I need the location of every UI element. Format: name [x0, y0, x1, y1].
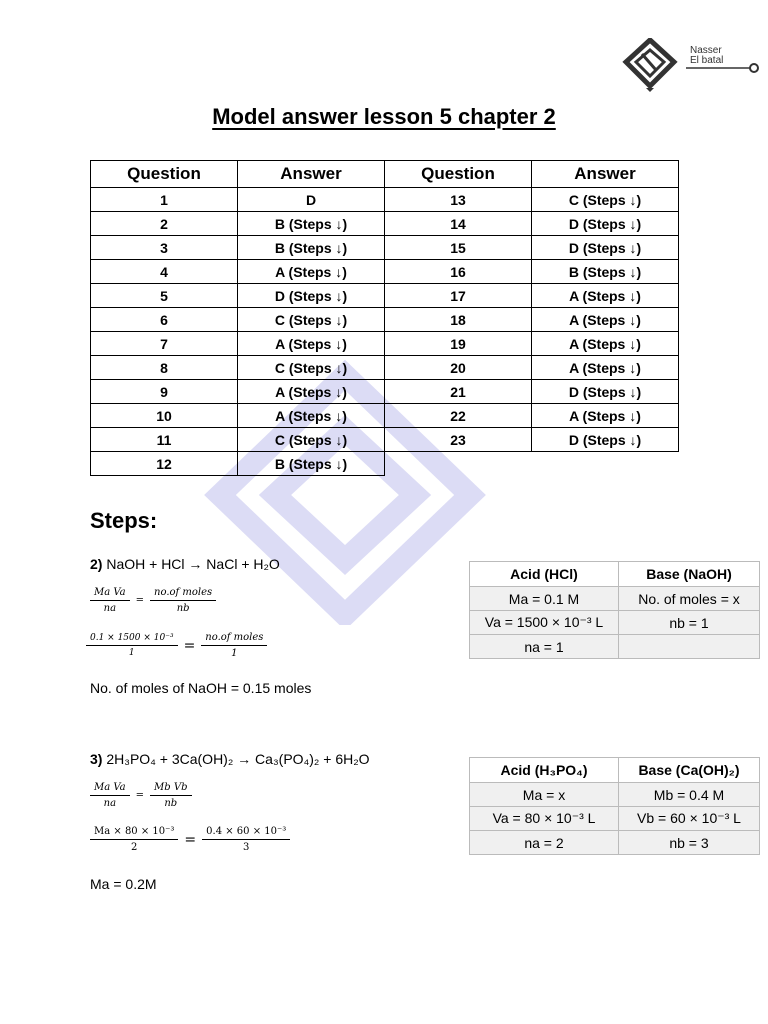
- answer-cell: A (Steps ↓): [532, 284, 679, 308]
- question-cell: 17: [385, 284, 532, 308]
- step3-result: Ma = 0.2M: [90, 876, 157, 892]
- answer-cell: B (Steps ↓): [532, 260, 679, 284]
- question-cell: 18: [385, 308, 532, 332]
- step2-cell: nb = 1: [619, 611, 760, 635]
- step3-equation-text: 2H₃PO₄ + 3Ca(OH)₂ → Ca₃(PO₄)₂ + 6H₂O: [106, 751, 370, 767]
- question-cell: 21: [385, 380, 532, 404]
- logo-text: [690, 46, 723, 66]
- header-question-2: Question: [385, 161, 532, 188]
- step3-base-header: Base (Ca(OH)₂): [619, 758, 760, 783]
- question-cell: 13: [385, 188, 532, 212]
- step3-formula: $\frac{\text{Ma Va}}{na}$ = $\frac{\text{Mb Vb}}{nb}$: [90, 782, 192, 809]
- step3-sub-rhs-num: 0.4 × 60 × 10⁻³: [202, 826, 290, 840]
- step2-cell: No. of moles = x: [619, 587, 760, 611]
- table-row: [91, 428, 679, 452]
- question-cell: 19: [385, 332, 532, 356]
- answer-cell: A (Steps ↓): [532, 332, 679, 356]
- step3-cell: nb = 3: [619, 831, 760, 855]
- step3-cell: Mb = 0.4 M: [619, 783, 760, 807]
- question-cell: 1: [91, 188, 238, 212]
- table-row: [91, 452, 679, 476]
- step2-formula-rhs-num: no.of moles: [150, 587, 216, 601]
- step2-sub-rhs-num: no.of moles: [201, 632, 267, 646]
- step3-formula-rhs-num: Mb Vb: [150, 782, 191, 796]
- header-answer-2: Answer: [532, 161, 679, 188]
- step2-formula-rhs-den: nb: [176, 603, 190, 614]
- table-row: [91, 212, 679, 236]
- question-cell: 9: [91, 380, 238, 404]
- steps-heading: Steps:: [90, 508, 158, 533]
- step2-cell: na = 1: [470, 635, 619, 659]
- table-row: [91, 284, 679, 308]
- answer-cell: D (Steps ↓): [238, 284, 385, 308]
- step3-sub-lhs-den: 2: [131, 842, 138, 853]
- step2-number: 2): [90, 556, 103, 572]
- answer-cell: D (Steps ↓): [532, 212, 679, 236]
- step3-cell: na = 2: [470, 831, 619, 855]
- step2-equation: [90, 556, 280, 572]
- answer-table: [90, 160, 679, 476]
- answer-cell: B (Steps ↓): [238, 452, 385, 476]
- answer-cell: A (Steps ↓): [532, 308, 679, 332]
- step3-acid-header: Acid (H₃PO₄): [470, 758, 619, 783]
- step2-formula: $\frac{\text{Ma Va}}{na}$ = $\frac{\text{no.of moles}}{nb}$: [90, 587, 216, 614]
- step3-substituted: $\frac{\text{Ma × 80 × 10⁻³}}{2}$ = $\frac{\text{0.4 × 60 × 10⁻³}}{3}$: [90, 826, 290, 853]
- question-cell: 7: [91, 332, 238, 356]
- step3-acid-base-table: [469, 757, 760, 855]
- question-cell: 11: [91, 428, 238, 452]
- step3-formula-rhs-den: nb: [164, 798, 178, 809]
- answer-cell: A (Steps ↓): [238, 260, 385, 284]
- table-row: [91, 404, 679, 428]
- step2-acid-base-table: [469, 561, 760, 659]
- step2-cell: Va = 1500 × 10⁻³ L: [470, 611, 619, 635]
- table-row: [91, 308, 679, 332]
- step3-cell: Vb = 60 × 10⁻³ L: [619, 807, 760, 831]
- step3-formula-lhs-den: na: [103, 798, 117, 809]
- header-answer-1: Answer: [238, 161, 385, 188]
- step2-result: No. of moles of NaOH = 0.15 moles: [90, 680, 312, 696]
- answer-cell: A (Steps ↓): [532, 404, 679, 428]
- answer-cell: C (Steps ↓): [532, 188, 679, 212]
- step2-formula-lhs-num: Ma Va: [90, 587, 130, 601]
- answer-cell: D: [238, 188, 385, 212]
- answer-cell: B (Steps ↓): [238, 236, 385, 260]
- answer-cell: C (Steps ↓): [238, 356, 385, 380]
- question-cell: 22: [385, 404, 532, 428]
- step2-acid-header: Acid (HCl): [470, 562, 619, 587]
- step3-cell: Ma = x: [470, 783, 619, 807]
- step2-cell: [619, 635, 760, 659]
- header-question-1: Question: [91, 161, 238, 188]
- step2-base-header: Base (NaOH): [619, 562, 760, 587]
- step2-substituted: $\frac{\text{0.1 × 1500 × 10⁻³}}{1}$ = $\frac{\text{no.of moles}}{1}$: [86, 632, 267, 659]
- answer-cell: D (Steps ↓): [532, 380, 679, 404]
- question-cell: 6: [91, 308, 238, 332]
- answer-cell: C (Steps ↓): [238, 308, 385, 332]
- question-cell: 23: [385, 428, 532, 452]
- step2-equation-text: NaOH + HCl → NaCl + H₂O: [106, 556, 280, 572]
- answer-cell: [532, 452, 679, 476]
- step3-number: 3): [90, 751, 103, 767]
- table-row: [91, 236, 679, 260]
- step3-sub-rhs-den: 3: [243, 842, 250, 853]
- question-cell: 2: [91, 212, 238, 236]
- question-cell: 10: [91, 404, 238, 428]
- table-row: [91, 380, 679, 404]
- step3-equation: [90, 751, 370, 767]
- table-row: [91, 260, 679, 284]
- answer-cell: A (Steps ↓): [238, 404, 385, 428]
- question-cell: 12: [91, 452, 238, 476]
- table-row: [91, 188, 679, 212]
- table-row: [91, 332, 679, 356]
- page-title: Model answer lesson 5 chapter 2: [212, 104, 556, 129]
- question-cell: 15: [385, 236, 532, 260]
- step2-formula-lhs-den: na: [103, 603, 117, 614]
- logo-line1: Nasser: [690, 45, 722, 56]
- question-cell: 8: [91, 356, 238, 380]
- question-cell: 20: [385, 356, 532, 380]
- step2-sub-lhs-den: 1: [128, 648, 135, 658]
- answer-cell: B (Steps ↓): [238, 212, 385, 236]
- step2-cell: Ma = 0.1 M: [470, 587, 619, 611]
- question-cell: 5: [91, 284, 238, 308]
- step3-sub-lhs-num: Ma × 80 × 10⁻³: [90, 826, 178, 840]
- step3-formula-lhs-num: Ma Va: [90, 782, 130, 796]
- logo-line2: El batal: [690, 55, 724, 66]
- answer-cell: D (Steps ↓): [532, 428, 679, 452]
- answer-cell: C (Steps ↓): [238, 428, 385, 452]
- question-cell: [385, 452, 532, 476]
- answer-cell: A (Steps ↓): [532, 356, 679, 380]
- step3-cell: Va = 80 × 10⁻³ L: [470, 807, 619, 831]
- question-cell: 3: [91, 236, 238, 260]
- question-cell: 14: [385, 212, 532, 236]
- step2-sub-lhs-num: 0.1 × 1500 × 10⁻³: [86, 633, 178, 646]
- answer-cell: D (Steps ↓): [532, 236, 679, 260]
- table-row: [91, 356, 679, 380]
- answer-cell: A (Steps ↓): [238, 332, 385, 356]
- question-cell: 4: [91, 260, 238, 284]
- answer-cell: A (Steps ↓): [238, 380, 385, 404]
- step2-sub-rhs-den: 1: [231, 648, 238, 659]
- question-cell: 16: [385, 260, 532, 284]
